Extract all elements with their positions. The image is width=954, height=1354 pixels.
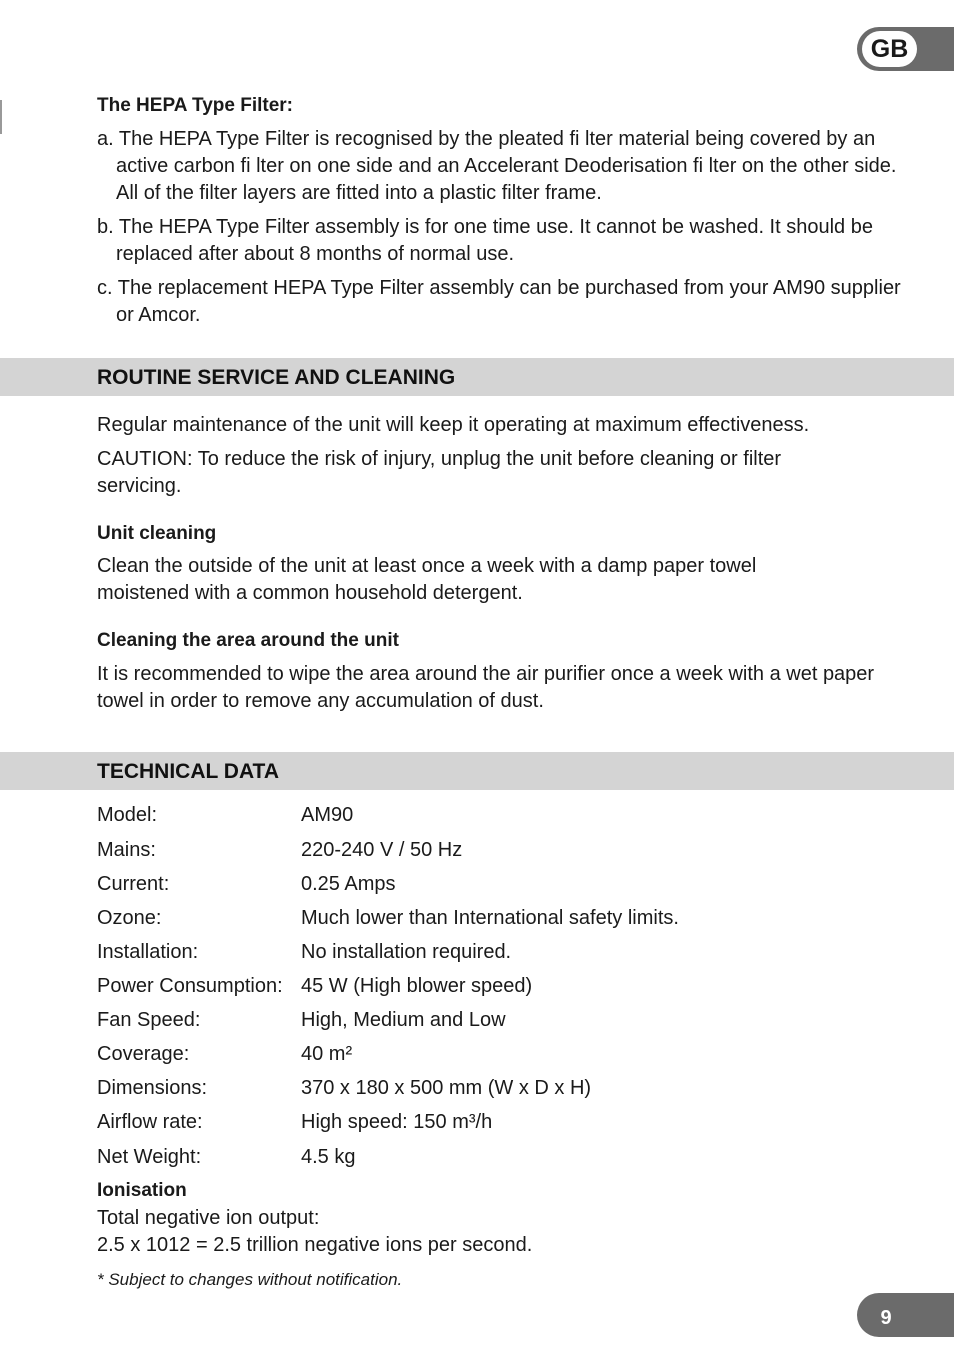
spec-label: Mains: [97,839,156,861]
spec-label: Airflow rate: [97,1111,203,1133]
ionisation-title: Ionisation [97,1180,187,1201]
spec-value: 4.5 kg [301,1146,356,1168]
section-band-routine [0,358,954,396]
hepa-item-b: b. The HEPA Type Filter assembly is for one time use. It cannot be washed. It should be replaced after about 8 months of normal use. [97,216,873,265]
ionisation-line-1: Total negative ion output: [97,1207,320,1229]
spec-value: No installation required. [301,941,512,963]
language-badge: GB [862,31,917,67]
spec-label: Dimensions: [97,1077,208,1099]
margin-marker [0,100,2,134]
page-number: 9 [880,1307,892,1329]
spec-value: 220-240 V / 50 Hz [301,839,463,861]
spec-value: 45 W (High blower speed) [301,975,533,997]
hepa-filter-title: The HEPA Type Filter: [97,95,294,116]
unit-cleaning-title: Unit cleaning [97,523,217,544]
spec-value: 0.25 Amps [301,873,396,895]
footnote: * Subject to changes without notification. [97,1270,403,1289]
spec-label: Coverage: [97,1043,190,1065]
routine-caution: CAUTION: To reduce the risk of injury, unplug the unit before cleaning or filter servicing. [97,448,782,497]
spec-label: Power Consumption: [97,975,283,997]
spec-value: 40 m² [301,1043,353,1065]
spec-label: Current: [97,873,170,895]
area-cleaning-text: It is recommended to wipe the area around the air purifier once a week with a wet paper towel in order to remove any accumulation of dust. [97,663,875,712]
spec-value: 370 x 180 x 500 mm (W x D x H) [301,1077,592,1099]
hepa-item-a: a. The HEPA Type Filter is recognised by the pleated fi lter material being covered by an active carbon fi lter on one side and an Accelerant Deoderisation fi lter on the other side. All of the filter layers are fitted into a plastic filter frame. [97,128,897,204]
spec-value: AM90 [301,804,354,826]
spec-value: High, Medium and Low [301,1009,506,1031]
spec-value: Much lower than International safety limits. [301,907,679,929]
spec-label: Ozone: [97,907,162,929]
ionisation-line-2: 2.5 x 1012 = 2.5 trillion negative ions per second. [97,1234,533,1256]
spec-label: Fan Speed: [97,1009,201,1031]
unit-cleaning-text: Clean the outside of the unit at least once a week with a damp paper towel moistened with a common household detergent. [97,555,757,604]
routine-intro: Regular maintenance of the unit will keep it operating at maximum effectiveness. [97,414,810,436]
area-cleaning-title: Cleaning the area around the unit [97,630,399,651]
spec-label: Model: [97,804,158,826]
spec-label: Net Weight: [97,1146,202,1168]
technical-heading: TECHNICAL DATA [97,760,279,783]
spec-label: Installation: [97,941,199,963]
section-band-technical [0,752,954,790]
routine-heading: ROUTINE SERVICE AND CLEANING [97,366,456,389]
spec-value: High speed: 150 m³/h [301,1111,493,1133]
hepa-item-c: c. The replacement HEPA Type Filter assembly can be purchased from your AM90 supplier or Amcor. [97,277,901,326]
